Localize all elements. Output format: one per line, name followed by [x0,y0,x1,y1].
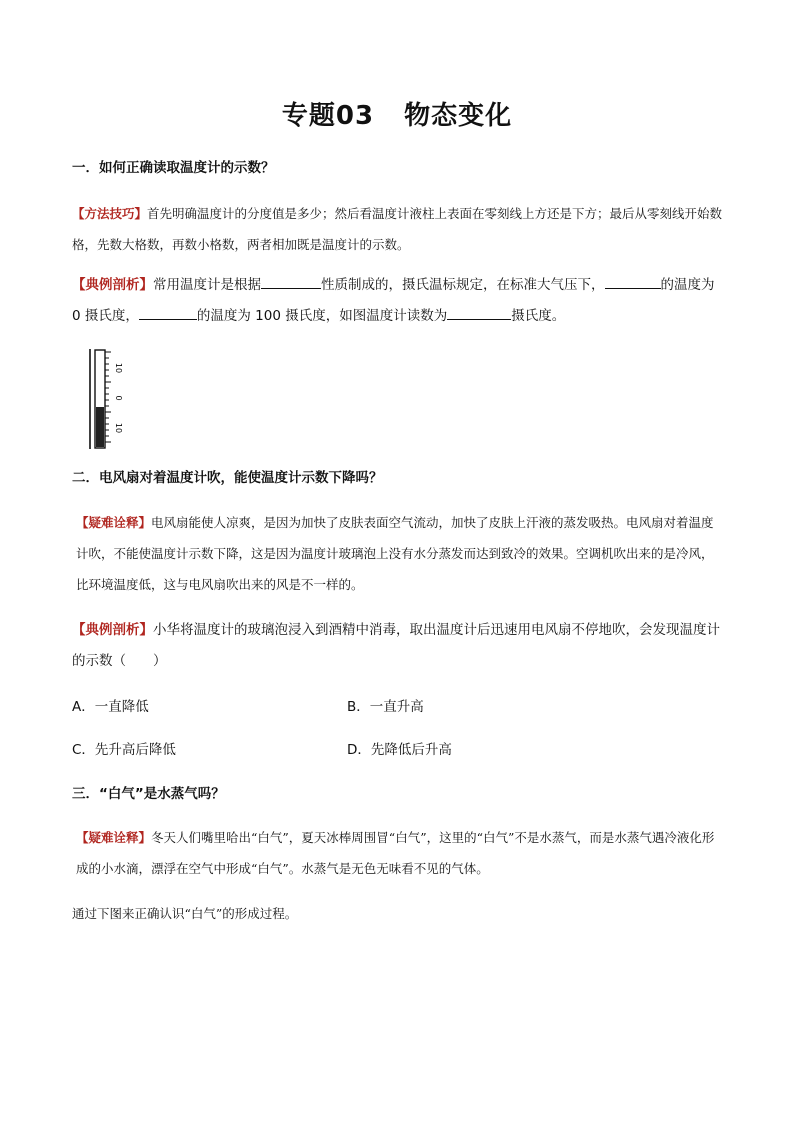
example-tag: 【典例剖析】 [72,277,153,293]
section3-heading: 三．“白气”是水蒸气吗？ [72,786,225,802]
section1-method [72,198,724,260]
explain-tag: 【疑难诠释】 [76,515,152,530]
option-b[interactable]: B．一直升高 [347,699,424,715]
section2-example [72,615,724,677]
method-text: 首先明确温度计的分度值是多少；然后看温度计液柱上表面在零刻线上方还是下方；最后从零刻线开始数格，先数大格数，再数小格数，两者相加既是温度计的示数。 [72,206,723,252]
method-tag: 【方法技巧】 [72,206,148,221]
answer-blank-2[interactable] [605,273,661,289]
explain-tag-3: 【疑难诠释】 [76,830,152,845]
title-part2: 物态变化 [404,101,513,131]
example-text-3: 的温度为 0 摄氏度， [72,277,715,324]
section3-explain [76,822,724,884]
tick-label-zero: 0 [114,395,123,401]
option-d[interactable]: D．先降低后升高 [347,742,452,758]
thermometer-liquid [96,407,104,447]
explain-text-3: 冬天人们嘴里哈出“白气”，夏天冰棒周围冒“白气”，这里的“白气”不是水蒸气，而是水蒸气遇冷液化形成的小水滴，漂浮在空气中形成“白气”。水蒸气是无色无味看不见的气体。 [76,830,715,876]
example-text-2-body: 小华将温度计的玻璃泡浸入到酒精中消毒，取出温度计后迅速用电风扇不停地吹，会发现温度计的示数（ ） [72,622,720,669]
section3-note: 通过下图来正确认识“白气”的形成过程。 [72,906,298,921]
section2-explain [76,507,724,600]
option-a[interactable]: A．一直降低 [72,699,149,715]
example-text-5: 摄氏度。 [511,308,566,324]
thermometer-figure [88,348,128,450]
explain-text: 电风扇能使人凉爽，是因为加快了皮肤表面空气流动，加快了皮肤上汗液的蒸发吸热。电风扇对着温度计吹，不能使温度计示数下降，这是因为温度计玻璃泡上没有水分蒸发而达到致冷的效果。空调机吹出来的是冷风，比环境温度低，这与电风扇吹出来的风是不一样的。 [76,515,714,592]
tick-label-top: 10 [114,362,123,374]
tick-label-bottom: 10 [114,422,123,434]
title-part1: 专题03 [281,101,375,131]
section1-example [72,270,724,332]
example-text-1: 常用温度计是根据 [153,277,261,293]
section2-heading: 二．电风扇对着温度计吹，能使温度计示数下降吗？ [72,470,383,486]
thermometer-ticks [105,352,111,442]
answer-blank-1[interactable] [261,273,321,289]
answer-blank-3[interactable] [139,304,197,320]
answer-blank-4[interactable] [447,304,511,320]
page-title [0,96,794,136]
section1-heading: 一．如何正确读取温度计的示数？ [72,160,275,176]
option-c[interactable]: C．先升高后降低 [72,742,176,758]
example-tag-2: 【典例剖析】 [72,622,153,638]
example-text-4: 的温度为 100 摄氏度，如图温度计读数为 [196,308,448,324]
example-text-2: 性质制成的，摄氏温标规定，在标准大气压下， [321,277,605,293]
